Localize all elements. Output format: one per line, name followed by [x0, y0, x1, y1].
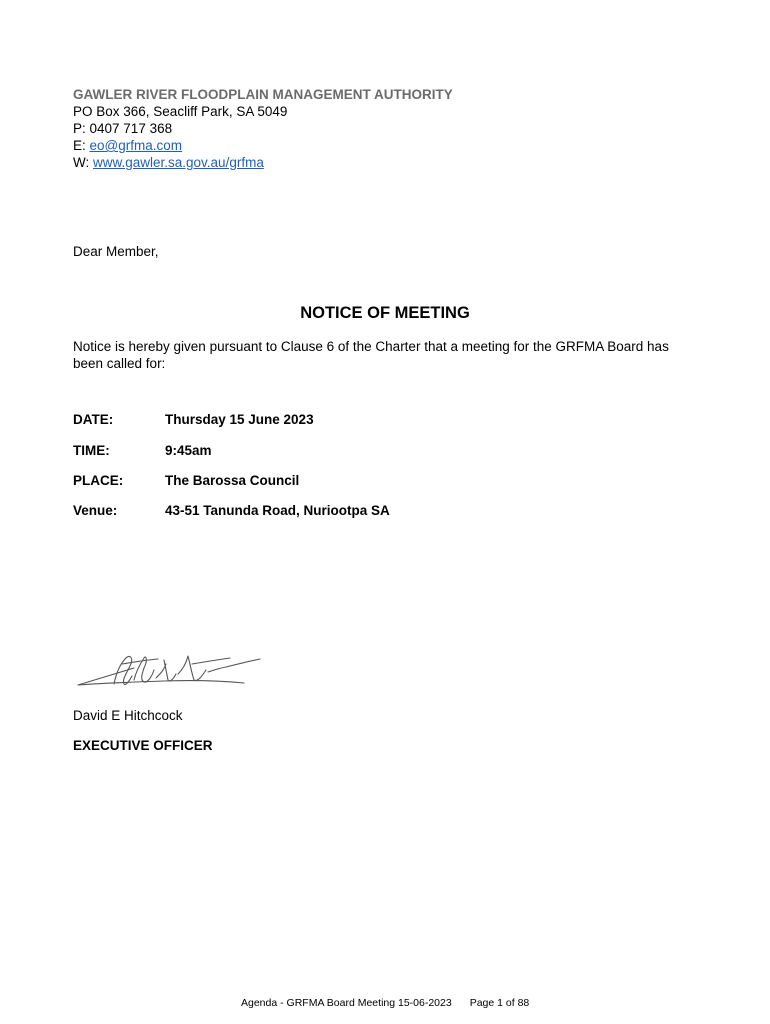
letterhead — [73, 86, 453, 171]
place-value: The Barossa Council — [165, 473, 300, 488]
signatory-title: EXECUTIVE OFFICER — [73, 738, 213, 753]
email-link[interactable]: eo@grfma.com — [89, 138, 182, 153]
phone-number: 0407 717 368 — [89, 121, 173, 136]
venue-label: Venue: — [73, 503, 118, 518]
notice-title: NOTICE OF MEETING — [300, 304, 470, 322]
time-value: 9:45am — [165, 443, 212, 458]
place-label: PLACE: — [73, 473, 124, 488]
footer-agenda-text: Agenda - GRFMA Board Meeting 15-06-2023 — [241, 997, 452, 1009]
salutation: Dear Member, — [73, 244, 159, 259]
venue-value: 43-51 Tanunda Road, Nuriootpa SA — [165, 503, 390, 518]
phone-line — [73, 120, 453, 137]
handwritten-signature — [74, 650, 264, 692]
organisation-name: GAWLER RIVER FLOODPLAIN MANAGEMENT AUTHORITY — [73, 87, 453, 102]
page-footer — [241, 997, 529, 1009]
web-line — [73, 154, 453, 171]
postal-address: PO Box 366, Seacliff Park, SA 5049 — [73, 104, 288, 119]
signatory-name: David E Hitchcock — [73, 708, 183, 723]
email-prefix: E: — [73, 138, 90, 153]
time-label: TIME: — [73, 443, 110, 458]
website-link[interactable]: www.gawler.sa.gov.au/grfma — [93, 155, 264, 170]
email-line — [73, 137, 453, 154]
date-label: DATE: — [73, 412, 114, 427]
phone-prefix: P: — [73, 121, 90, 136]
notice-intro: Notice is hereby given pursuant to Clause 6 of the Charter that a meeting for the GRFMA Board has been called for: — [73, 339, 669, 371]
date-value: Thursday 15 June 2023 — [165, 412, 314, 427]
web-prefix: W: — [73, 155, 93, 170]
footer-page-number: Page 1 of 88 — [469, 997, 530, 1009]
